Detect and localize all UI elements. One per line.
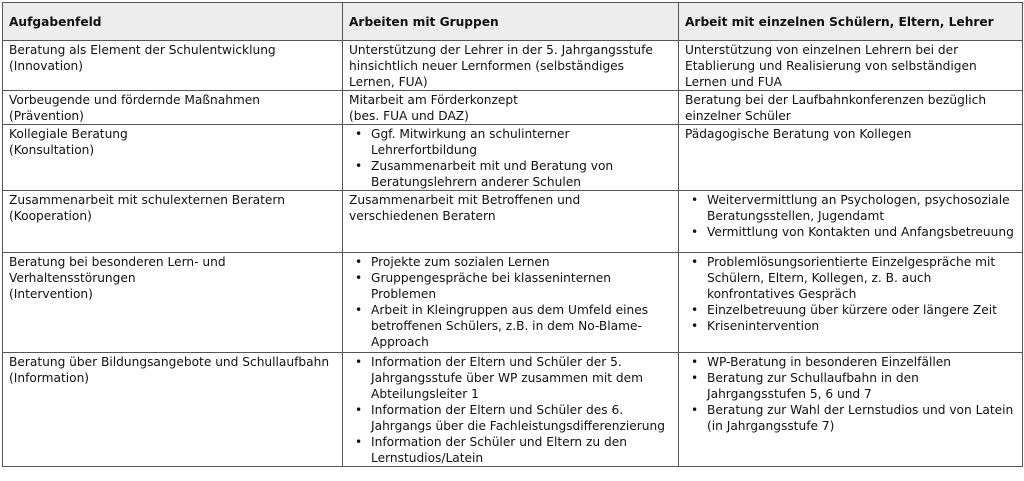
- individual-cell: [679, 191, 1023, 253]
- header-gruppen: Arbeiten mit Gruppen: [343, 3, 679, 41]
- list-item: • WP-Beratung in besonderen Einzelfällen: [707, 354, 1016, 370]
- list-item: • Weitervermittlung an Psychologen, psychosoziale Beratungsstellen, Jugendamt: [707, 192, 1016, 224]
- list-item: • Beratung zur Schullaufbahn in den Jahrgangsstufen 5, 6 und 7: [707, 370, 1016, 402]
- list-item: • Zusammenarbeit mit und Beratung von Beratungslehrern anderer Schulen: [371, 158, 672, 190]
- field-cell: Beratung bei besonderen Lern- und Verhaltensstörungen (Intervention): [3, 253, 343, 353]
- individual-list: [685, 354, 1016, 434]
- groups-list: [349, 254, 672, 350]
- groups-cell: Zusammenarbeit mit Betroffenen und verschiedenen Beratern: [343, 191, 679, 253]
- field-cell: Kollegiale Beratung (Konsultation): [3, 125, 343, 191]
- table-row: [3, 353, 1023, 467]
- individual-cell: [679, 253, 1023, 353]
- field-cell: Vorbeugende und fördernde Maßnahmen (Prävention): [3, 91, 343, 125]
- table-row: [3, 253, 1023, 353]
- field-cell: Zusammenarbeit mit schulexternen Beratern (Kooperation): [3, 191, 343, 253]
- field-cell: Beratung als Element der Schulentwicklung (Innovation): [3, 41, 343, 91]
- table-row: [3, 41, 1023, 91]
- groups-cell: [343, 353, 679, 467]
- list-item: • Information der Schüler und Eltern zu den Lernstudios/Latein: [371, 434, 672, 466]
- table-row: [3, 191, 1023, 253]
- list-item: • Arbeit in Kleingruppen aus dem Umfeld eines betroffenen Schülers, z.B. in dem No-Blame-Approach: [371, 302, 672, 350]
- individual-cell: [679, 353, 1023, 467]
- table-row: [3, 125, 1023, 191]
- list-item: • Einzelbetreuung über kürzere oder längere Zeit: [707, 302, 1016, 318]
- table-header-row: [3, 3, 1023, 41]
- groups-cell: [343, 125, 679, 191]
- list-item: • Information der Eltern und Schüler der 5. Jahrgangsstufe über WP zusammen mit dem Abteilungsleiter 1: [371, 354, 672, 402]
- table-row: [3, 91, 1023, 125]
- groups-list: [349, 354, 672, 466]
- groups-list: [349, 126, 672, 190]
- list-item: • Beratung zur Wahl der Lernstudios und von Latein (in Jahrgangsstufe 7): [707, 402, 1016, 434]
- individual-cell: Unterstützung von einzelnen Lehrern bei der Etablierung und Realisierung von selbständigen Lernen und FUA: [679, 41, 1023, 91]
- list-item: • Information der Eltern und Schüler des 6. Jahrgangs über die Fachleistungsdifferenzierung: [371, 402, 672, 434]
- individual-cell: Beratung bei der Laufbahnkonferenzen bezüglich einzelner Schüler: [679, 91, 1023, 125]
- individual-cell: Pädagogische Beratung von Kollegen: [679, 125, 1023, 191]
- header-aufgabenfeld: Aufgabenfeld: [3, 3, 343, 41]
- individual-list: [685, 254, 1016, 334]
- list-item: • Vermittlung von Kontakten und Anfangsbetreuung: [707, 224, 1016, 240]
- individual-list: [685, 192, 1016, 240]
- list-item: • Projekte zum sozialen Lernen: [371, 254, 672, 270]
- list-item: • Ggf. Mitwirkung an schulinterner Lehrerfortbildung: [371, 126, 672, 158]
- groups-cell: Mitarbeit am Förderkonzept (bes. FUA und DAZ): [343, 91, 679, 125]
- list-item: • Problemlösungsorientierte Einzelgespräche mit Schülern, Eltern, Kollegen, z. B. auch konfrontatives Gespräch: [707, 254, 1016, 302]
- groups-cell: [343, 253, 679, 353]
- field-cell: Beratung über Bildungsangebote und Schullaufbahn (Information): [3, 353, 343, 467]
- list-item: • Gruppengespräche bei klasseninternen Problemen: [371, 270, 672, 302]
- header-einzelne: Arbeit mit einzelnen Schülern, Eltern, Lehrer: [679, 3, 1023, 41]
- groups-cell: Unterstützung der Lehrer in der 5. Jahrgangsstufe hinsichtlich neuer Lernformen (selbständiges Lernen, FUA): [343, 41, 679, 91]
- counseling-table: [2, 2, 1023, 467]
- list-item: • Krisenintervention: [707, 318, 1016, 334]
